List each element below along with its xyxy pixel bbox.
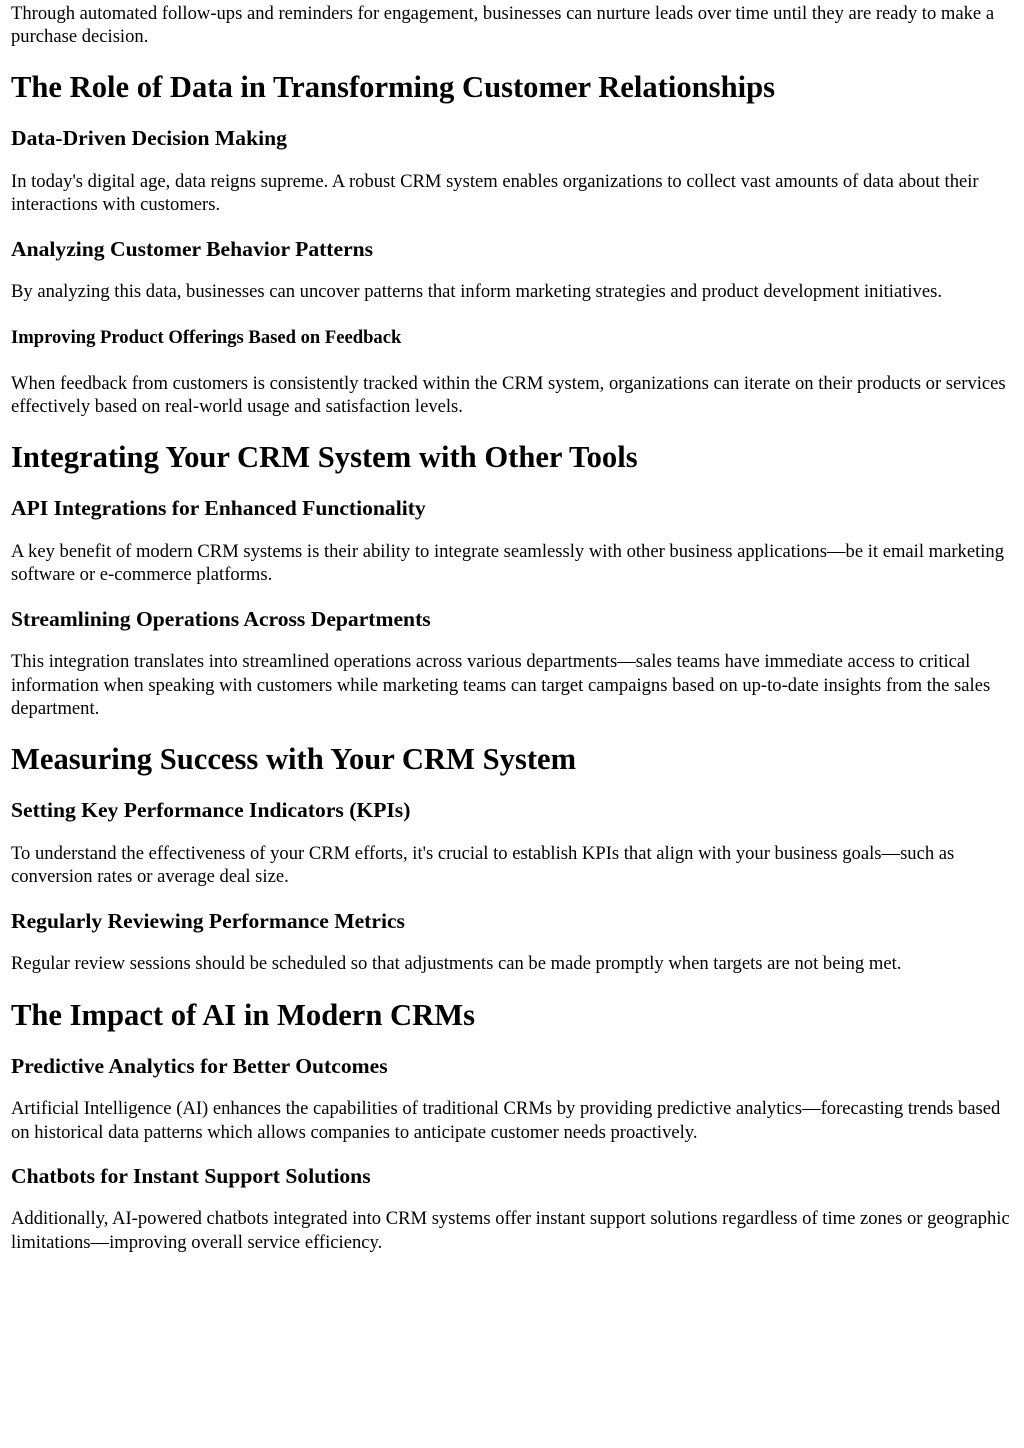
section-heading-ai-impact: The Impact of AI in Modern CRMs <box>11 997 475 1032</box>
subheading-api-integrations: API Integrations for Enhanced Functionality <box>11 496 426 521</box>
paragraph-chatbots: Additionally, AI-powered chatbots integrated into CRM systems offer instant support solutions regardless of time zones or geographic limitations—improving overall service efficiency. <box>11 1208 1010 1253</box>
subheading-performance-metrics: Regularly Reviewing Performance Metrics <box>11 908 405 933</box>
section-heading-measuring-success: Measuring Success with Your CRM System <box>11 742 577 777</box>
article-body <box>0 2 1024 1255</box>
paragraph-product-feedback: When feedback from customers is consistently tracked within the CRM system, organizations can iterate on their products or services effectively based on real-world usage and satisfaction levels. <box>11 372 1006 417</box>
paragraph-predictive-analytics: Artificial Intelligence (AI) enhances the capabilities of traditional CRMs by providing predictive analytics—forecasting trends based on historical data patterns which allows companies to anticipate customer needs proactively. <box>11 1098 1001 1143</box>
subheading-kpis: Setting Key Performance Indicators (KPIs) <box>11 798 411 823</box>
paragraph-streamlining-operations: This integration translates into streamlined operations across various departments—sales teams have immediate access to critical information when speaking with customers while marketing teams can target campaigns based on up-to-date insights from the sales department. <box>11 651 991 719</box>
section-heading-integrations: Integrating Your CRM System with Other Tools <box>11 440 638 475</box>
paragraph-api-integrations: A key benefit of modern CRM systems is their ability to integrate seamlessly with other business applications—be it email marketing software or e-commerce platforms. <box>11 540 1005 586</box>
paragraph-kpis: To understand the effectiveness of your CRM efforts, it's crucial to establish KPIs that align with your business goals—such as conversion rates or average deal size. <box>11 842 955 888</box>
section-heading-data-role: The Role of Data in Transforming Customer Relationships <box>11 70 776 105</box>
subheading-predictive-analytics: Predictive Analytics for Better Outcomes <box>11 1053 388 1078</box>
paragraph-behavior-patterns: By analyzing this data, businesses can uncover patterns that inform marketing strategies and product development initiatives. <box>11 281 942 303</box>
subheading-behavior-patterns: Analyzing Customer Behavior Patterns <box>11 236 374 261</box>
paragraph-data-driven-decisions: In today's digital age, data reigns supreme. A robust CRM system enables organizations to collect vast amounts of data about their interactions with customers. <box>11 170 979 216</box>
subheading-product-feedback: Improving Product Offerings Based on Feedback <box>11 326 402 348</box>
subheading-streamlining-operations: Streamlining Operations Across Departments <box>11 606 431 631</box>
paragraph-performance-metrics: Regular review sessions should be scheduled so that adjustments can be made promptly when targets are not being met. <box>11 953 902 975</box>
subheading-chatbots: Chatbots for Instant Support Solutions <box>11 1163 371 1188</box>
intro-paragraph: Through automated follow-ups and reminders for engagement, businesses can nurture leads over time until they are ready to make a purchase decision. <box>11 2 995 47</box>
subheading-data-driven-decisions: Data-Driven Decision Making <box>11 126 287 151</box>
